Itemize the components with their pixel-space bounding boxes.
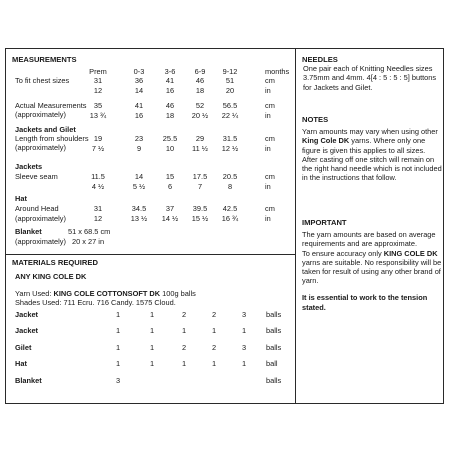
actual-cm-value: 35 <box>93 101 103 110</box>
size-header: 3-6 <box>164 67 176 76</box>
materials-ball-count: 3 <box>241 310 247 319</box>
unit-in: in <box>265 182 271 191</box>
yarn-used-suffix: 100g balls <box>160 289 196 298</box>
important-p1: The yarn amounts are based on average requirements and are approximate. <box>302 230 436 249</box>
hat-heading: Hat <box>15 194 27 203</box>
actual-cm-value: 52 <box>195 101 205 110</box>
yarn-heading: ANY KING COLE DK <box>15 272 87 281</box>
chest-label: To fit chest sizes <box>15 76 70 85</box>
hat-in-value: 14 ½ <box>161 214 179 223</box>
materials-heading: MATERIALS REQUIRED <box>12 258 98 267</box>
hat-cm-value: 39.5 <box>192 204 208 213</box>
chest-cm-value: 46 <box>195 76 205 85</box>
materials-unit: balls <box>266 310 282 319</box>
unit-in: in <box>265 111 271 120</box>
important-p3: It is essential to work to the tension stated. <box>302 293 428 312</box>
yarn-used-prefix: Yarn Used: <box>15 289 54 298</box>
size-header: Prem <box>89 67 107 76</box>
materials-unit: ball <box>266 359 278 368</box>
unit-in: in <box>265 86 271 95</box>
materials-ball-count: 3 <box>115 376 121 385</box>
materials-row-label: Hat <box>15 359 27 368</box>
jackets-cm-value: 15 <box>165 172 175 181</box>
size-header: 9-12 <box>222 67 238 76</box>
notes-heading: NOTES <box>302 115 329 124</box>
materials-ball-count: 1 <box>181 326 187 335</box>
chest-cm-value: 36 <box>134 76 144 85</box>
notes-section <box>302 115 442 182</box>
jackets-cm-value: 17.5 <box>192 172 208 181</box>
materials-unit: balls <box>266 376 282 385</box>
materials-ball-count: 1 <box>149 359 155 368</box>
important-section <box>302 218 442 312</box>
hat-in-value: 16 ¾ <box>221 214 239 223</box>
materials-row-label: Blanket <box>15 376 42 385</box>
measurements-heading: MEASUREMENTS <box>12 55 77 64</box>
jackets_gilet-in-value: 11 ½ <box>192 144 208 153</box>
jackets-in-value: 8 <box>227 182 233 191</box>
chest-in-value: 20 <box>225 86 235 95</box>
actual-in-value: 13 ¾ <box>89 111 107 120</box>
column-divider <box>295 48 296 404</box>
materials-ball-count: 1 <box>211 359 217 368</box>
materials-ball-count: 1 <box>149 343 155 352</box>
jackets_gilet-cm-value: 23 <box>134 134 144 143</box>
needles-text: One pair each of Knitting Needles sizes 3.75mm and 4mm. 4[4 : 5 : 5 : 5] buttons for Jackets and Gilet. <box>303 64 437 92</box>
hat-in-value: 13 ½ <box>130 214 148 223</box>
hat-in-value: 12 <box>93 214 103 223</box>
notes-p2: After casting off one stitch will remain on the right hand needle which is not included in the instructions that follow. <box>302 154 442 183</box>
materials-unit: balls <box>266 326 282 335</box>
important-heading: IMPORTANT <box>302 218 347 227</box>
materials-row-label: Jacket <box>15 326 39 335</box>
chest-in-value: 18 <box>195 86 205 95</box>
unit-cm: cm <box>265 101 275 110</box>
blanket-cm: 51 x 68.5 cm <box>68 227 111 236</box>
hat-cm-value: 37 <box>165 204 175 213</box>
actual-in-value: 16 <box>134 111 144 120</box>
size-header: 6-9 <box>194 67 206 76</box>
actual-cm-value: 46 <box>165 101 175 110</box>
size-header: 0-3 <box>133 67 145 76</box>
materials-ball-count: 1 <box>241 326 247 335</box>
jackets_gilet-cm-value: 25.5 <box>162 134 178 143</box>
materials-ball-count: 2 <box>181 343 187 352</box>
actual-cm-value: 56.5 <box>222 101 238 110</box>
unit-cm: cm <box>265 204 275 213</box>
blanket-in: 20 x 27 in <box>72 237 105 246</box>
jackets-cm-value: 14 <box>134 172 144 181</box>
materials-unit: balls <box>266 343 282 352</box>
materials-ball-count: 3 <box>241 343 247 352</box>
jackets_gilet-cm-value: 19 <box>93 134 103 143</box>
jackets_gilet-in-value: 10 <box>165 144 175 153</box>
materials-ball-count: 2 <box>181 310 187 319</box>
sleeve-label: Sleeve seam <box>15 172 58 181</box>
materials-ball-count: 2 <box>211 310 217 319</box>
section-divider <box>5 254 296 255</box>
important-p2-a: To ensure accuracy only <box>302 248 384 258</box>
jackets-in-value: 6 <box>167 182 173 191</box>
blanket-heading: Blanket <box>15 227 42 236</box>
materials-ball-count: 1 <box>115 310 121 319</box>
jackets-gilet-heading: Jackets and Gilet <box>15 125 76 134</box>
shades-line: Shades Used: 711 Ecru. 716 Candy. 1575 Cloud. <box>15 298 176 307</box>
jackets-in-value: 5 ½ <box>132 182 146 191</box>
important-p2-c: yarns are suitable. No responsibility will be taken for result of using any other brand of yarn. <box>302 257 442 286</box>
important-p2 <box>302 249 442 286</box>
jackets-cm-value: 11.5 <box>91 172 105 181</box>
jackets-in-value: 4 ½ <box>91 182 105 191</box>
actual-cm-value: 41 <box>134 101 144 110</box>
needles-heading: NEEDLES <box>302 55 338 64</box>
chest-in-value: 16 <box>165 86 175 95</box>
jackets-heading: Jackets <box>15 162 43 171</box>
chest-cm-value: 51 <box>225 76 235 85</box>
materials-ball-count: 1 <box>115 343 121 352</box>
materials-ball-count: 1 <box>181 359 187 368</box>
hat-cm-value: 31 <box>93 204 103 213</box>
materials-ball-count: 1 <box>115 326 121 335</box>
materials-ball-count: 1 <box>149 326 155 335</box>
length-label: Length from shoulders <box>15 134 89 143</box>
head-approx-label: (approximately) <box>15 214 66 223</box>
notes-p1-c: yarns. Where only one figure is given this applies to all sizes. <box>302 136 426 155</box>
unit-cm: cm <box>265 76 275 85</box>
notes-p1 <box>302 127 442 155</box>
materials-ball-count: 1 <box>211 326 217 335</box>
jackets-in-value: 7 <box>197 182 203 191</box>
needles-section <box>302 55 442 92</box>
materials-ball-count: 1 <box>241 359 247 368</box>
head-label: Around Head <box>15 204 59 213</box>
chest-cm-value: 41 <box>165 76 175 85</box>
materials-ball-count: 1 <box>149 310 155 319</box>
unit-cm: cm <box>265 172 275 181</box>
actual-in-value: 22 ¼ <box>221 111 239 120</box>
sizes-unit: months <box>265 67 290 76</box>
unit-cm: cm <box>265 134 275 143</box>
materials-row-label: Gilet <box>15 343 32 352</box>
jackets-cm-value: 20.5 <box>222 172 238 181</box>
actual-label: Actual Measurements <box>15 101 87 110</box>
materials-ball-count: 2 <box>211 343 217 352</box>
blanket-approx-label: (approximately) <box>15 237 66 246</box>
jackets_gilet-in-value: 9 <box>136 144 142 153</box>
actual-in-value: 20 ½ <box>191 111 209 120</box>
chest-in-value: 14 <box>134 86 144 95</box>
hat-in-value: 15 ½ <box>191 214 209 223</box>
length-approx-label: (approximately) <box>15 143 66 152</box>
actual-in-value: 18 <box>165 111 175 120</box>
jackets_gilet-cm-value: 31.5 <box>222 134 238 143</box>
unit-in: in <box>265 144 271 153</box>
hat-cm-value: 42.5 <box>222 204 238 213</box>
yarn-used-name: KING COLE COTTONSOFT DK <box>53 289 161 298</box>
hat-cm-value: 34.5 <box>131 204 147 213</box>
notes-p1-a: Yarn amounts may vary when using other <box>302 127 438 137</box>
jackets_gilet-cm-value: 29 <box>195 134 205 143</box>
yarn-used-line <box>15 289 196 298</box>
chest-in-value: 12 <box>93 86 103 95</box>
notes-p1-b: King Cole DK <box>302 136 350 146</box>
important-p2-b: KING COLE DK <box>383 248 438 258</box>
chest-cm-value: 31 <box>93 76 103 85</box>
jackets_gilet-in-value: 7 ½ <box>91 144 105 153</box>
materials-ball-count: 1 <box>115 359 121 368</box>
materials-row-label: Jacket <box>15 310 39 319</box>
actual-approx-label: (approximately) <box>15 110 66 119</box>
jackets_gilet-in-value: 12 ½ <box>221 144 239 153</box>
unit-in: in <box>265 214 271 223</box>
